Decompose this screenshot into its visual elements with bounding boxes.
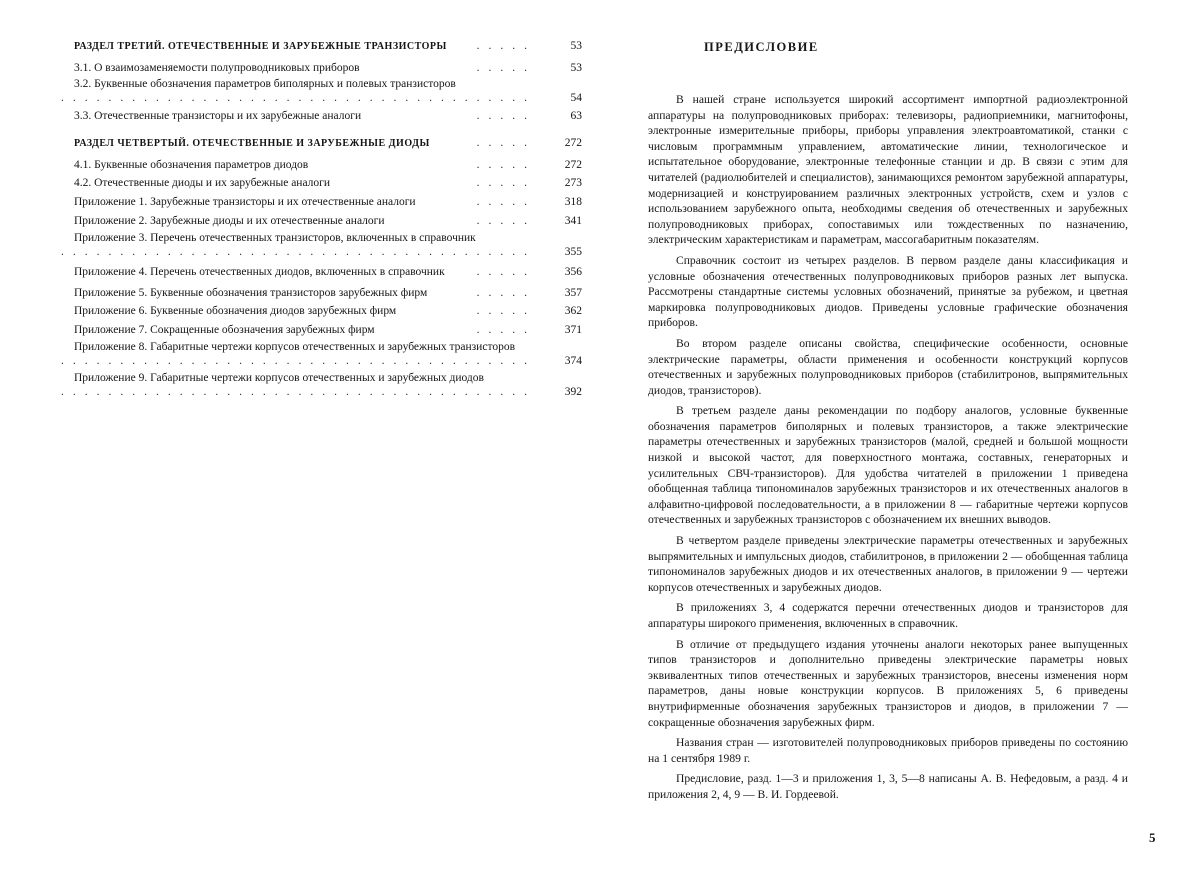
toc-entry xyxy=(74,215,582,229)
toc-entry xyxy=(74,40,582,54)
toc-entry xyxy=(74,110,582,124)
toc-entry-title: 3.3. Отечественные транзисторы и их зарубежные аналоги xyxy=(74,110,362,122)
preface-paragraph: Во втором разделе описаны свойства, специфические особенности, основные электрические параметры, области применения и особенности конструкций корпусов отечественных и зарубежных полупроводниковых приборов (стабилитронов, выпрямительных диодов, транзисторов). xyxy=(648,336,1128,397)
toc-leader-dots: ..... xyxy=(476,305,536,317)
preface-body xyxy=(648,92,1128,808)
toc-entry-title: Приложение 7. Сокращенные обозначения зарубежных фирм xyxy=(74,324,375,336)
toc-page-number: 392 xyxy=(564,386,582,398)
toc-entry-title: 3.1. О взаимозаменяемости полупроводниковых приборов xyxy=(74,62,360,74)
toc-entry-title: РАЗДЕЛ ЧЕТВЕРТЫЙ. ОТЕЧЕСТВЕННЫЕ И ЗАРУБЕЖНЫЕ ДИОДЫ xyxy=(74,138,430,149)
toc-entry-title: Приложение 1. Зарубежные транзисторы и их отечественные аналоги xyxy=(74,196,416,208)
toc-entry xyxy=(74,305,582,319)
right-page xyxy=(600,0,1200,881)
toc-leader-dots: ........................................ xyxy=(61,386,536,398)
toc-leader-dots: ..... xyxy=(476,159,536,171)
toc-page-number: 374 xyxy=(564,355,582,367)
toc-leader-dots: ..... xyxy=(476,177,536,189)
toc-entry-title: Приложение 3. Перечень отечественных транзисторов, включенных в справочник xyxy=(74,232,476,244)
toc-entry xyxy=(61,232,582,260)
toc-entry xyxy=(74,266,582,280)
preface-paragraph: В приложениях 3, 4 содержатся перечни отечественных диодов и транзисторов для аппаратуры широкого применения, включенных в справочник. xyxy=(648,601,1128,630)
toc-leader-dots: ..... xyxy=(476,196,536,208)
toc-leader-dots: ..... xyxy=(476,287,536,299)
preface-paragraph: В четвертом разделе приведены электрические параметры отечественных и зарубежных выпрямительных и импульсных диодов, стабилитронов, в приложении 2 — обобщенная таблица типономиналов зарубежных диодов и их отечественных аналогов, в приложении 9 — чертежи корпусов отечественных и зарубежных диодов. xyxy=(648,534,1128,594)
toc-leader-dots: ........................................ xyxy=(61,92,536,104)
preface-title: ПРЕДИСЛОВИЕ xyxy=(704,40,819,54)
preface-paragraph: В нашей стране используется широкий ассортимент импортной радиоэлектронной аппаратуры на полупроводниковых приборах: телевизоры, радиоприемники, магнитофоны, электронные измерительные приборы, приборы управления электроавтоматикой, станки с числовым программным управлением, автоматические линии, технологическое и испытательное оборудование, электронные телефонные станции и др. В связи с этим для читателей (радиолюбителей и специалистов), занимающихся ремонтом зарубежной аппаратуры, модернизацией и конструированием различных электронных устройств, схем и узлов с использованием зарубежного опыта, необходимы сведения об отечественных и зарубежных полупроводниковых приборах, сопоставимых или тождественных по назначению, электрическим характеристикам и параметрам, массогабаритным показателям. xyxy=(648,93,1128,247)
toc-leader-dots: ..... xyxy=(476,137,536,149)
preface-paragraph: Названия стран — изготовителей полупроводниковых приборов приведены по состоянию на 1 сентября 1989 г. xyxy=(648,736,1128,765)
toc-page-number: 357 xyxy=(564,287,582,299)
toc-page-number: 318 xyxy=(564,196,582,208)
toc-entry xyxy=(61,78,582,106)
toc-leader-dots: ..... xyxy=(476,324,536,336)
preface-paragraph: В третьем разделе даны рекомендации по подбору аналогов, условные буквенные обозначения параметров биполярных и полевых транзисторов, а также электрические параметры отечественных и зарубежных транзисторов (малой, средней и большой мощности низкой и высокой частот, для поверхностного монтажа, составных, генераторных и усилительных СВЧ-транзисторов). Для удобства читателей в приложении 1 приведена обобщенная таблица типономиналов зарубежных транзисторов и их отечественных аналогов в алфавитно-цифровой последовательности, а в приложении 8 — габаритные чертежи корпусов отечественных и зарубежных транзисторов с обозначением их внешних выводов. xyxy=(648,404,1128,527)
toc-leader-dots: ........................................ xyxy=(61,246,536,258)
toc-page-number: 54 xyxy=(570,92,582,104)
toc-entry xyxy=(74,159,582,173)
toc-entry xyxy=(61,372,582,400)
toc-entry-title: Приложение 6. Буквенные обозначения диодов зарубежных фирм xyxy=(74,305,397,317)
toc-entry xyxy=(74,177,582,191)
toc-entry-title: Приложение 5. Буквенные обозначения транзисторов зарубежных фирм xyxy=(74,287,428,299)
toc-entry-title: РАЗДЕЛ ТРЕТИЙ. ОТЕЧЕСТВЕННЫЕ И ЗАРУБЕЖНЫЕ ТРАНЗИСТОРЫ xyxy=(74,41,447,52)
toc-entry-title: 4.2. Отечественные диоды и их зарубежные аналоги xyxy=(74,177,331,189)
toc-entry-title: 4.1. Буквенные обозначения параметров диодов xyxy=(74,159,309,171)
toc-entry xyxy=(74,196,582,210)
toc-page-number: 63 xyxy=(570,110,582,122)
preface-paragraph: Предисловие, разд. 1—3 и приложения 1, 3, 5—8 написаны А. В. Нефедовым, а разд. 4 и приложения 2, 4, 9 — В. И. Гордеевой. xyxy=(648,772,1128,801)
toc-entry-title: Приложение 2. Зарубежные диоды и их отечественные аналоги xyxy=(74,215,385,227)
toc-entry-title: Приложение 4. Перечень отечественных диодов, включенных в справочник xyxy=(74,266,445,278)
toc-page-number: 356 xyxy=(564,266,582,278)
toc-entry xyxy=(74,287,582,301)
toc-leader-dots: ..... xyxy=(476,266,536,278)
page-number: 5 xyxy=(1149,830,1156,845)
toc-page-number: 362 xyxy=(564,305,582,317)
toc-leader-dots: ..... xyxy=(476,62,536,74)
toc-page-number: 355 xyxy=(564,246,582,258)
toc-page-number: 273 xyxy=(564,177,582,189)
toc-page-number: 272 xyxy=(564,159,582,171)
toc-page-number: 341 xyxy=(564,215,582,227)
toc-leader-dots: ..... xyxy=(476,40,536,52)
toc-entry xyxy=(61,341,582,369)
toc-entry-title: Приложение 9. Габаритные чертежи корпусов отечественных и зарубежных диодов xyxy=(74,372,484,384)
toc-leader-dots: ........................................ xyxy=(61,355,536,367)
toc-entry-title: 3.2. Буквенные обозначения параметров биполярных и полевых транзисторов xyxy=(74,78,456,90)
toc-page-number: 272 xyxy=(564,137,582,149)
toc-entry xyxy=(74,62,582,76)
preface-paragraph: Справочник состоит из четырех разделов. В первом разделе даны классификация и условные обозначения отечественных полупроводниковых приборов разных лет выпуска. Рассмотрены стандартные системы условных обозначений, принятые за рубежом, и цветная маркировка полупроводниковых диодов. Приведены условные графические обозначения приборов. xyxy=(648,253,1128,330)
toc-entry-title: Приложение 8. Габаритные чертежи корпусов отечественных и зарубежных транзисторов xyxy=(74,341,515,353)
toc-page-number: 53 xyxy=(570,40,582,52)
toc-page-number: 371 xyxy=(564,324,582,336)
preface-paragraph: В отличие от предыдущего издания уточнены аналоги некоторых ранее выпущенных типов транзисторов и дополнительно приведены электрические параметры новых эквивалентных типов отечественных и зарубежных транзисторов, внесены изменения норм параметров, даны новые конструкции корпусов. В приложениях 5, 6 приведены внутрифирменные обозначения зарубежных транзисторов и диодов, в приложении 7 — сокращенные обозначения зарубежных фирм. xyxy=(648,637,1128,729)
toc-leader-dots: ..... xyxy=(476,110,536,122)
toc-leader-dots: ..... xyxy=(476,215,536,227)
toc-page-number: 53 xyxy=(570,62,582,74)
toc-entry xyxy=(74,137,582,151)
toc-entry xyxy=(74,324,582,338)
